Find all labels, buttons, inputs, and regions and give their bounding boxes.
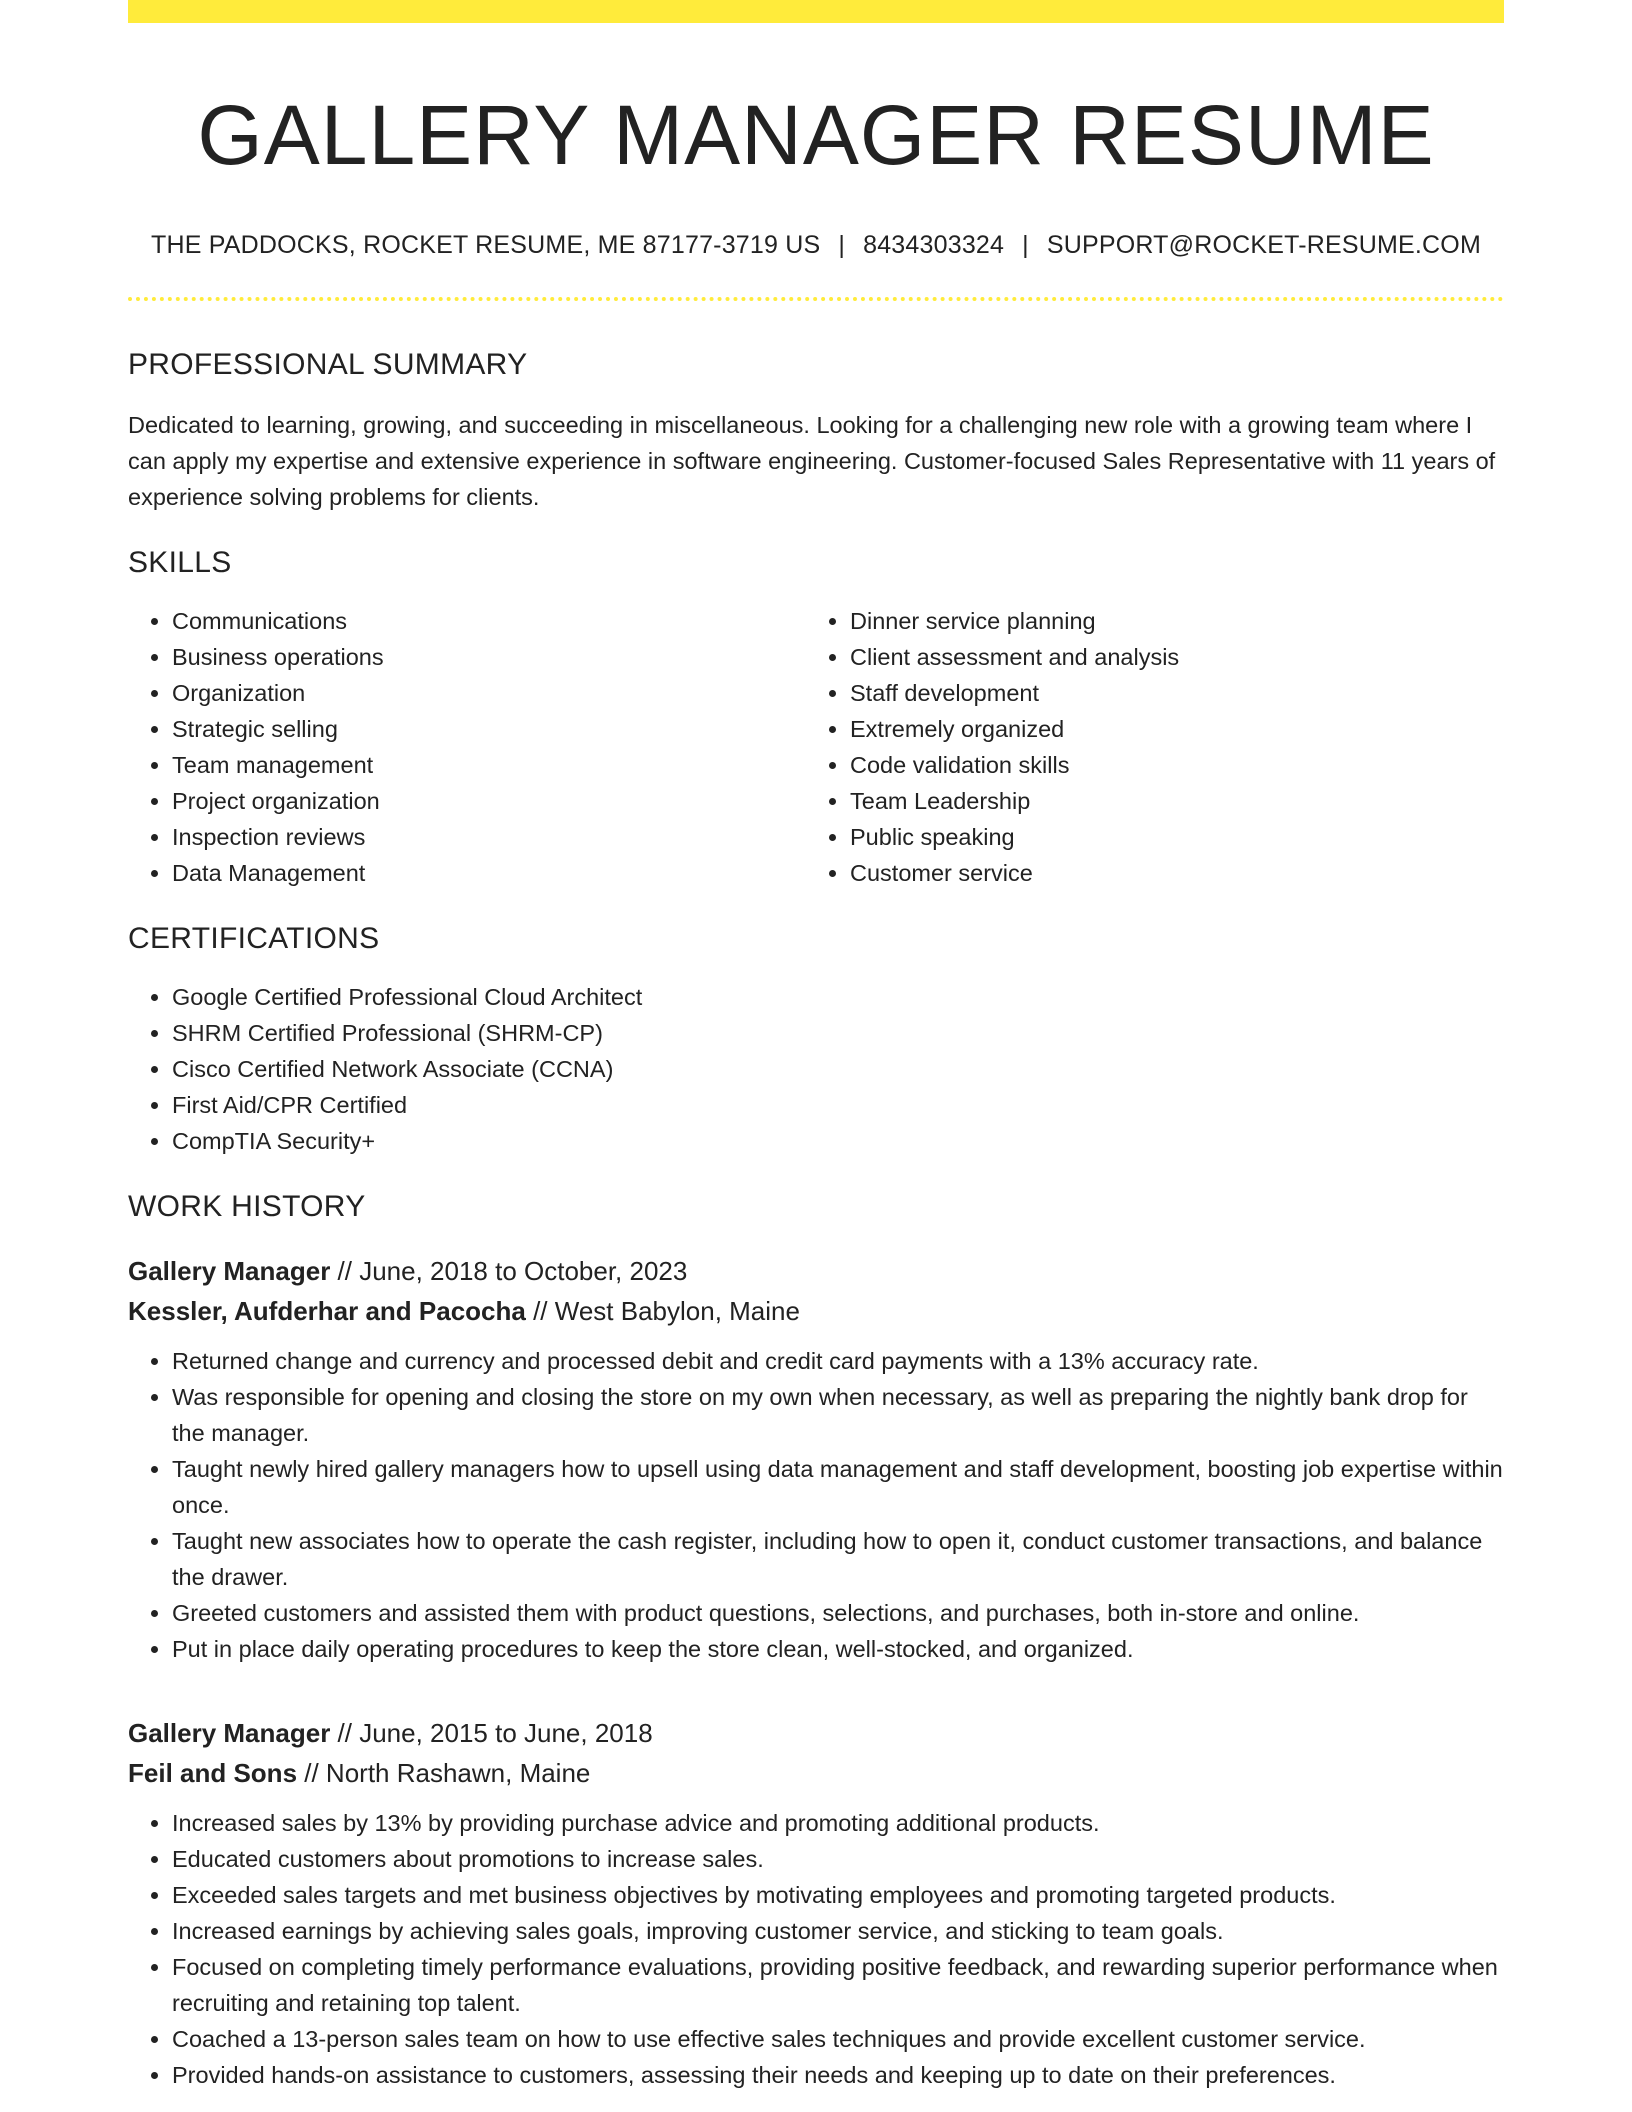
summary-text: Dedicated to learning, growing, and succeeding in miscellaneous. Looking for a challenging new role with a growing team where I can apply my expertise and extensive experience in software engineering. Customer-focused Sales Representative with 11 years of experience solving problems for clients. <box>128 411 1496 510</box>
certification-item: • First Aid/CPR Certified <box>172 1087 1504 1123</box>
job-location: // West Babylon, Maine <box>525 1295 800 1326</box>
skill-item: • Dinner service planning <box>850 603 1484 639</box>
job-role: Gallery Manager <box>128 1255 331 1286</box>
contact-separator: | <box>838 230 846 259</box>
job-bullet: • Coached a 13-person sales team on how to use effective sales techniques and provide excellent customer service. <box>172 2021 1504 2057</box>
job-bullet: • Educated customers about promotions to increase sales. <box>172 1841 1504 1877</box>
skill-item: • Inspection reviews <box>172 819 806 855</box>
certifications-heading: CERTIFICATIONS <box>128 921 380 955</box>
skill-item: • Team management <box>172 747 806 783</box>
skills-list-left <box>128 603 806 891</box>
job-company-line <box>128 1291 1504 1331</box>
skill-item: • Extremely organized <box>850 711 1484 747</box>
skills-heading: SKILLS <box>128 545 232 579</box>
job-company: Kessler, Aufderhar and Pacocha <box>128 1295 526 1326</box>
resume-page <box>128 0 1504 2093</box>
skills-columns <box>128 603 1504 891</box>
job-role-line <box>128 1713 1504 1753</box>
contact-email: SUPPORT@ROCKET-RESUME.COM <box>1046 230 1481 259</box>
skill-item: • Strategic selling <box>172 711 806 747</box>
job-bullet: • Returned change and currency and processed debit and credit card payments with a 13% accuracy rate. <box>172 1343 1504 1379</box>
contact-separator: | <box>1022 230 1029 259</box>
job-bullet: • Provided hands-on assistance to customers, assessing their needs and keeping up to date on their preferences. <box>172 2057 1504 2093</box>
skills-column-left <box>128 603 806 891</box>
dotted-divider <box>128 297 1504 301</box>
job-bullet: • Exceeded sales targets and met business objectives by motivating employees and promoting targeted products. <box>172 1877 1504 1913</box>
job-bullet: • Greeted customers and assisted them with product questions, selections, and purchases, both in-store and online. <box>172 1595 1504 1631</box>
job-bullet: • Taught new associates how to operate the cash register, including how to open it, conduct customer transactions, and balance the drawer. <box>172 1523 1504 1595</box>
job-bullet: • Put in place daily operating procedures to keep the store clean, well-stocked, and organized. <box>172 1631 1504 1667</box>
job-dates: // June, 2015 to June, 2018 <box>330 1717 653 1748</box>
contact-line <box>128 230 1504 260</box>
work-history-heading: WORK HISTORY <box>128 1189 366 1223</box>
job-location: // North Rashawn, Maine <box>297 1757 591 1788</box>
skill-item: • Team Leadership <box>850 783 1484 819</box>
contact-address: THE PADDOCKS, ROCKET RESUME, ME 87177-3719 US <box>151 230 821 259</box>
certification-item: • CompTIA Security+ <box>172 1123 1504 1159</box>
job-bullet: • Increased sales by 13% by providing purchase advice and promoting additional products. <box>172 1805 1504 1841</box>
skill-item: • Project organization <box>172 783 806 819</box>
skill-item: • Communications <box>172 603 806 639</box>
job-bullet: • Taught newly hired gallery managers how to upsell using data management and staff development, boosting job expertise within once. <box>172 1451 1504 1523</box>
job-company-line <box>128 1753 1504 1793</box>
job-role-line <box>128 1251 1504 1291</box>
certification-item: • Google Certified Professional Cloud Architect <box>172 979 1504 1015</box>
skill-item: • Staff development <box>850 675 1484 711</box>
certification-item: • Cisco Certified Network Associate (CCNA) <box>172 1051 1504 1087</box>
job-role: Gallery Manager <box>128 1717 331 1748</box>
skill-item: • Data Management <box>172 855 806 891</box>
job-bullets <box>128 1805 1504 2093</box>
resume-title: GALLERY MANAGER RESUME <box>197 88 1435 182</box>
skill-item: • Business operations <box>172 639 806 675</box>
job-bullets <box>128 1343 1504 1667</box>
accent-top-bar <box>128 0 1504 23</box>
skill-item: • Public speaking <box>850 819 1484 855</box>
job-company: Feil and Sons <box>128 1757 298 1788</box>
skill-item: • Customer service <box>850 855 1484 891</box>
skills-column-right <box>806 603 1484 891</box>
skill-item: • Client assessment and analysis <box>850 639 1484 675</box>
summary-heading: PROFESSIONAL SUMMARY <box>128 347 528 381</box>
skill-item: • Organization <box>172 675 806 711</box>
certifications-list <box>128 979 1504 1159</box>
job-bullet: • Focused on completing timely performance evaluations, providing positive feedback, and rewarding superior performance when recruiting and retaining top talent. <box>172 1949 1504 2021</box>
job-bullet: • Was responsible for opening and closing the store on my own when necessary, as well as preparing the nightly bank drop for the manager. <box>172 1379 1504 1451</box>
certification-item: • SHRM Certified Professional (SHRM-CP) <box>172 1015 1504 1051</box>
job-dates: // June, 2018 to October, 2023 <box>330 1255 688 1286</box>
job-bullet: • Increased earnings by achieving sales goals, improving customer service, and sticking to team goals. <box>172 1913 1504 1949</box>
skills-list-right <box>806 603 1484 891</box>
contact-phone: 8434303324 <box>863 230 1005 259</box>
skill-item: • Code validation skills <box>850 747 1484 783</box>
